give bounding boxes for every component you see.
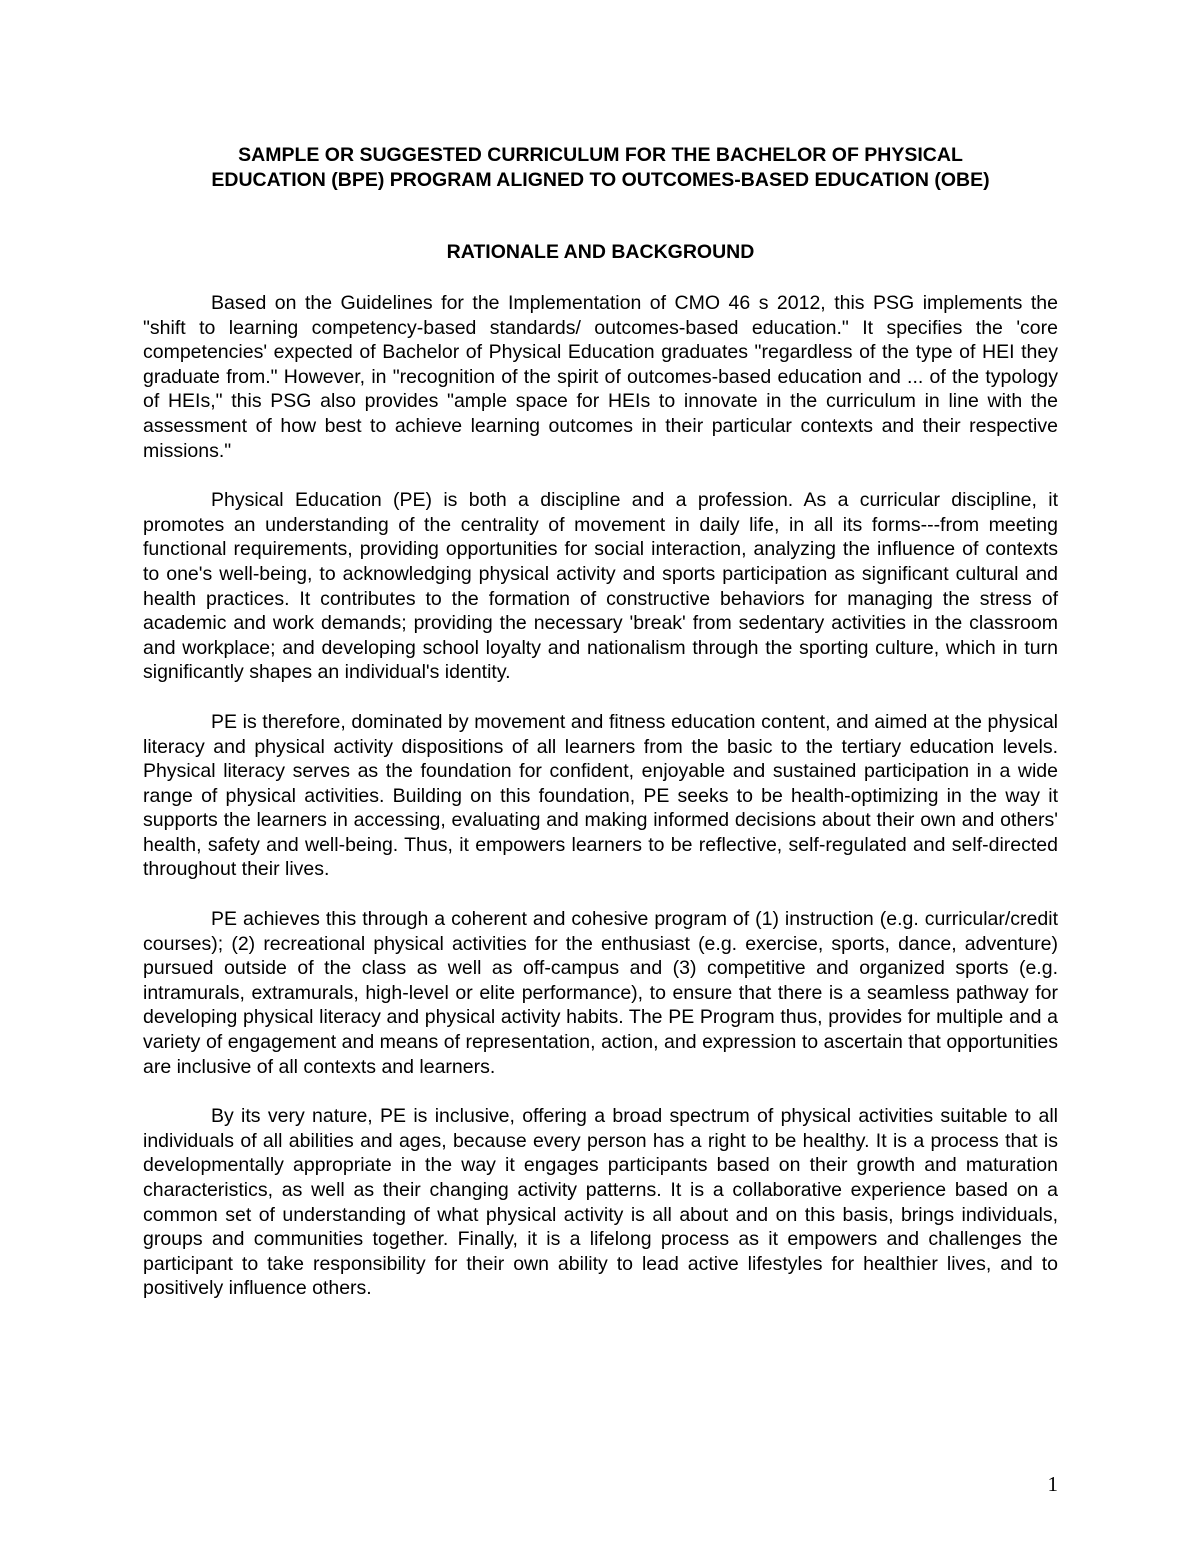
paragraph-cmo-guidelines: Based on the Guidelines for the Implementation of CMO 46 s 2012, this PSG implements the "shift to learning competency-based standards/ outcomes-based education." It specifies the 'core competencies' expected of Bachelor of Physical Education graduates "regardless of the type of HEI they graduate from." However, in "recognition of the spirit of outcomes-based education and ... of the typology of HEIs," this PSG also provides "ample space for HEIs to innovate in the curriculum in line with the assessment of how best to achieve learning outcomes in their particular contexts and their respective missions." <box>143 292 1058 462</box>
document-body <box>143 291 1058 1326</box>
page-number: 1 <box>1047 1472 1058 1496</box>
paragraph-physical-literacy: PE is therefore, dominated by movement and fitness education content, and aimed at the physical literacy and physical activity dispositions of all learners from the basic to the tertiary education levels. Physical literacy serves as the foundation for confident, enjoyable and sustained participation in a wide range of physical activities. Building on this foundation, PE seeks to be health-optimizing in the way it supports the learners in accessing, evaluating and making informed decisions about their own and others' health, safety and well-being. Thus, it empowers learners to be reflective, self-regulated and self-directed throughout their lives. <box>143 710 1058 881</box>
paragraph-pe-inclusive: By its very nature, PE is inclusive, offering a broad spectrum of physical activities suitable to all individuals of all abilities and ages, because every person has a right to be healthy. It is a process that is developmentally appropriate in the way it engages participants based on their growth and maturation characteristics, as well as their changing activity patterns. It is a collaborative experience based on a common set of understanding of what physical activity is all about and on this basis, brings individuals, groups and communities together. Finally, it is a lifelong process as it empowers and challenges the participant to take responsibility for their own ability to lead active lifestyles for healthier lives, and to positively influence others. <box>143 1105 1058 1300</box>
document-title <box>143 143 1058 192</box>
paragraph-pe-discipline: Physical Education (PE) is both a discipline and a profession. As a curricular discipline, it promotes an understanding of the centrality of movement in daily life, in all its forms---from meeting functional requirements, providing opportunities for social interaction, analyzing the influence of contexts to one's well-being, to acknowledging physical activity and sports participation as significant cultural and health practices. It contributes to the formation of constructive behaviors for managing the stress of academic and work demands; providing the necessary 'break' from sedentary activities in the classroom and workplace; and developing school loyalty and nationalism through the sporting culture, which in turn significantly shapes an individual's identity. <box>143 489 1058 684</box>
title-line-1: SAMPLE OR SUGGESTED CURRICULUM FOR THE BACHELOR OF PHYSICAL <box>238 144 963 166</box>
paragraph-pe-program: PE achieves this through a coherent and cohesive program of (1) instruction (e.g. curricular/credit courses); (2) recreational physical activities for the enthusiast (e.g. exercise, sports, dance, adventure) pursued outside of the class as well as off-campus and (3) competitive and organized sports (e.g. intramurals, extramurals, high-level or elite performance), to ensure that there is a seamless pathway for developing physical literacy and physical activity habits. The PE Program thus, provides for multiple and a variety of engagement and means of representation, action, and expression to ascertain that opportunities are inclusive of all contexts and learners. <box>143 908 1058 1078</box>
section-heading: RATIONALE AND BACKGROUND <box>446 241 755 263</box>
title-line-2: EDUCATION (BPE) PROGRAM ALIGNED TO OUTCOMES-BASED EDUCATION (OBE) <box>211 168 990 191</box>
